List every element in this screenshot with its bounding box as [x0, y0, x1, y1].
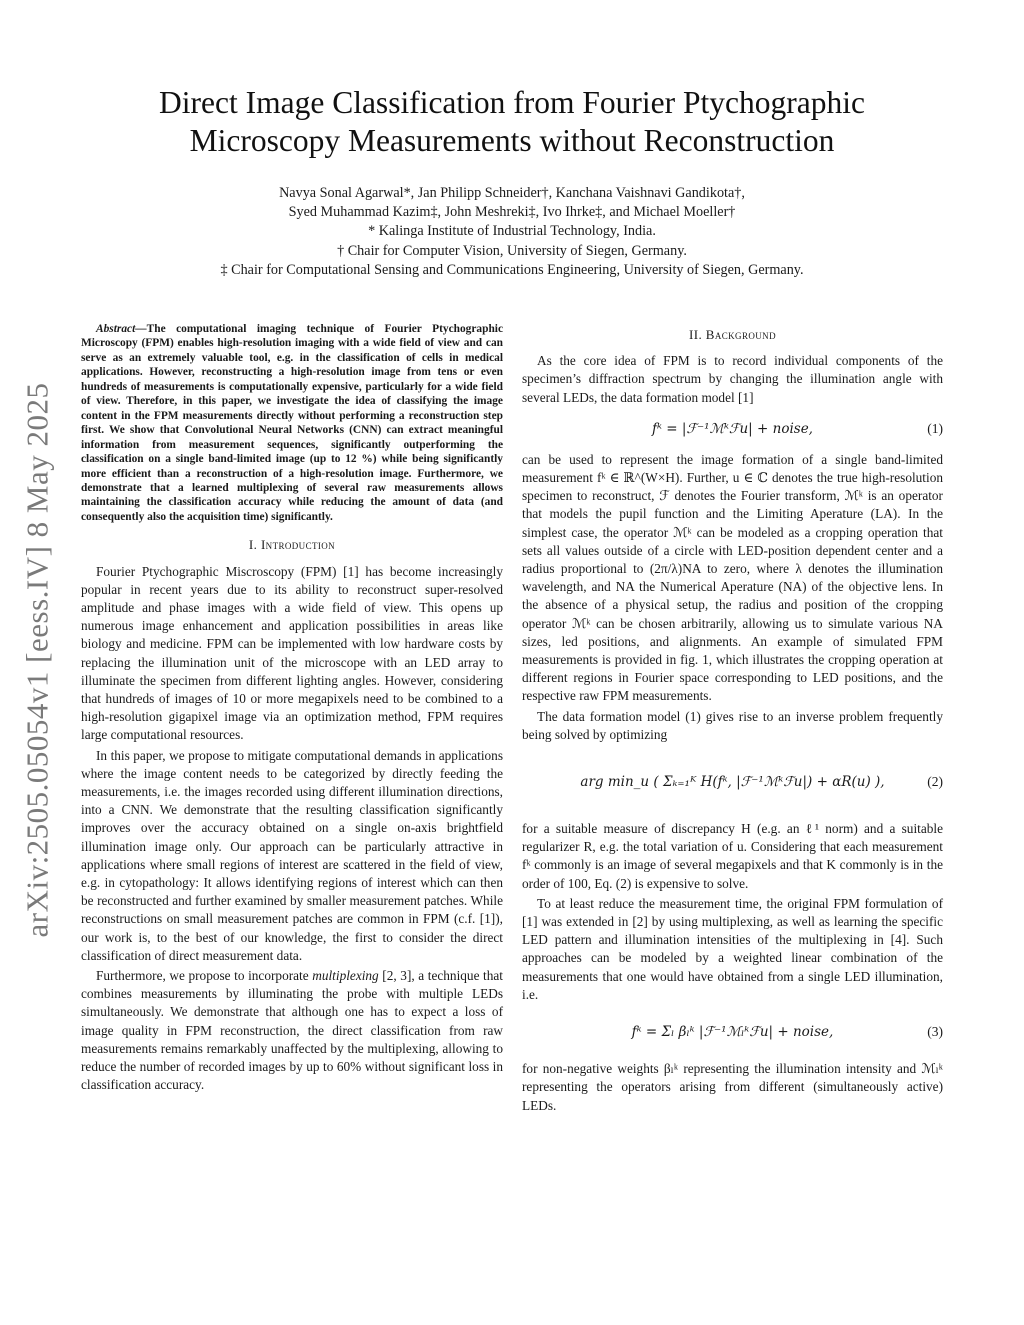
- right-column: [522, 322, 943, 1117]
- affiliation-3: ‡ Chair for Computational Sensing and Communications Engineering, University of Siegen, Germany.: [220, 261, 804, 278]
- background-paragraph-5: To at least reduce the measurement time, the original FPM formulation of [1] was extended in [2] by using multiplexing, as well as learning the specific LED pattern and illumination intensities of the multiplexing in [4]. Such approaches can be modeled by a weighted linear combination of the measurements that one would have obtained from a single LED illumination, i.e.: [522, 895, 943, 1002]
- title-line-1: Direct Image Classification from Fourier Ptychographic: [159, 85, 865, 120]
- equation-2-number: (2): [927, 773, 943, 789]
- background-paragraph-4: for a suitable measure of discrepancy H (e.g. an ℓ¹ norm) and a suitable regularizer R, e.g. the total variation of u. Considering that each measurement fᵏ commonly is an image of several megapixels and that K commonly is in the order of 100, Eq. (2) is expensive to solve.: [522, 821, 943, 891]
- author-line-2: Syed Muhammad Kazim‡, John Meshreki‡, Ivo Ihrke‡, and Michael Moeller†: [288, 204, 736, 221]
- abstract: [81, 322, 503, 524]
- intro-paragraph-3: [81, 967, 503, 1094]
- section-heading-background: II. Background: [689, 327, 776, 342]
- background-paragraph-3: The data formation model (1) gives rise to an inverse problem frequently being solved by optimizing: [522, 708, 943, 742]
- abstract-label: Abstract—: [96, 323, 147, 335]
- equation-1: [522, 415, 943, 443]
- arxiv-identifier-text: arXiv:2505.05054v1 [eess.IV] 8 May 2025: [20, 382, 55, 938]
- section-heading-introduction: I. Introduction: [248, 537, 336, 553]
- equation-2: [522, 752, 943, 812]
- title-line-2: Microscopy Measurements without Reconstruction: [189, 123, 835, 158]
- equation-3-number: (3): [927, 1023, 943, 1039]
- intro-p3-emphasis: multiplexing: [312, 968, 379, 984]
- affiliation-1: * Kalinga Institute of Industrial Technology, India.: [368, 223, 656, 240]
- paper-title: [100, 84, 924, 160]
- background-paragraph-2: can be used to represent the image formation of a single band-limited measurement fᵏ ∈ ℝ^(W×H). Further, u ∈ ℂ denotes the true high-resolution specimen to reconstruct, ℱ denotes the Fourier transform, ℳᵏ is an operator that models the pupil function and the Limiting Aperature (LA). In the simplest case, the operator ℳᵏ can be modeled as a cropping operation that sets all values outside of a circle with LED-position dependent center and a radius proportional to (2π/λ)NA to zero, where λ denotes the illumination wavelength, and NA the Numerical Aperature (NA) of the objective lens. In the absence of a physical setup, the radius and position of the cropping operator ℳᵏ can be chosen arbitrarily, allowing us to simulate various NA sizes, led positions, and alignments. An example of simulated FPM measurements is provided in fig. 1, which illustrates the cropping operation at different regions in Fourier space corresponding to LED positions, and the respective raw FPM measurements.: [522, 451, 943, 704]
- equation-2-body: arg min_u ( Σₖ₌₁ᴷ H(fᵏ, |ℱ⁻¹ℳᵏℱu|) + αR(u) ),: [580, 773, 885, 790]
- equation-3-body: fᵏ = Σₗ βₗᵏ |ℱ⁻¹ℳₗᵏℱu| + noise,: [631, 1023, 834, 1040]
- author-line-1: Navya Sonal Agarwal*, Jan Philipp Schneider†, Kanchana Vaishnavi Gandikota†,: [279, 185, 745, 201]
- background-paragraph-6: for non-negative weights βₗᵏ representing the illumination intensity and ℳₗᵏ representing the operators arising from different (simultaneously active) LEDs.: [522, 1061, 943, 1113]
- left-column: [81, 322, 503, 1096]
- equation-1-body: fᵏ = |ℱ⁻¹ℳᵏℱu| + noise,: [652, 420, 813, 437]
- abstract-text: The computational imaging technique of Fourier Ptychographic Microscopy (FPM) enables high-resolution imaging with a wide field of view and can serve as an extremely valuable tool, e.g. in the classification of cells in medical applications. However, reconstructing a high-resolution image from tens or even hundreds of measurements is computationally expensive, particularly for a wide field of view. Therefore, in this paper, we investigate the idea of classifying the image content in the FPM measurements directly without performing a reconstruction step first. We show that Convolutional Neural Networks (CNN) can extract meaningful information from measurement sequences, significantly outperforming the classification on a single band-limited image (up to 12 %) while being significantly more efficient than a reconstruction of a high-resolution image. Furthermore, we demonstrate that a learned multiplexing of several raw measurements allows maintaining the classification accuracy while reducing the amount of data (and consequently also the acquisition time) significantly.: [81, 323, 503, 523]
- intro-p3-start: Furthermore, we propose to incorporate: [96, 968, 313, 984]
- arxiv-identifier: [8, 350, 68, 970]
- intro-p3-end: [2, 3], a technique that combines measurements by illuminating the probe with multiple LEDs simultaneously. We demonstrate that although one has to expect a loss of image quality in FPM reconstruction, the direct classification from raw measurements remains remarkably unaffected by the multiplexing, allowing to reduce the number of recorded images by up to 60% without significant loss in classification accuracy.: [81, 968, 503, 1093]
- background-paragraph-1: As the core idea of FPM is to record individual components of the specimen’s diffraction spectrum by changing the illumination angle with several LEDs, the data formation model [1]: [522, 353, 943, 405]
- affiliation-2: † Chair for Computer Vision, University of Siegen, Germany.: [337, 242, 687, 259]
- equation-3: [522, 1012, 943, 1052]
- intro-paragraph-2: In this paper, we propose to mitigate computational demands in applications where the image content needs to be categorized by directly feeding the measurements, i.e. the images recorded using different illumination directions, into a CNN. We demonstrate that the resulting classification significantly improves over the accuracy obtained on a single on-axis brightfield illumination image only. Our approach can be particularly attractive in applications where small regions of interest are scattered in the field of view, e.g. in cytopathology: It allows identifying regions of interest which can then be reconstructed and further examined by smaller measurement patches. While reconstructions on small measurement patches are common in FPM (c.f. [1]), our work is, to the best of our knowledge, the first to consider the direct classification of direct measurement data.: [81, 747, 503, 963]
- equation-1-number: (1): [927, 420, 943, 436]
- author-block: [100, 184, 924, 280]
- intro-paragraph-1: Fourier Ptychographic Miscroscopy (FPM) [1] has become increasingly popular in recent years due to its ability to reconstruct super-resolved amplitude and phase images with a wide field of view. This opens up numerous image enhancement and application possibilities in areas like biology and medicine. FPM can be implemented with low hardware costs by replacing the illumination unit of the microscope with an LED array to illuminate the specimen from different lighting angles. However, considering that hundreds of images of 10 or more megapixels need to be combined to a high-resolution gigapixel image via an optimization method, FPM requires large computational resources.: [81, 563, 503, 743]
